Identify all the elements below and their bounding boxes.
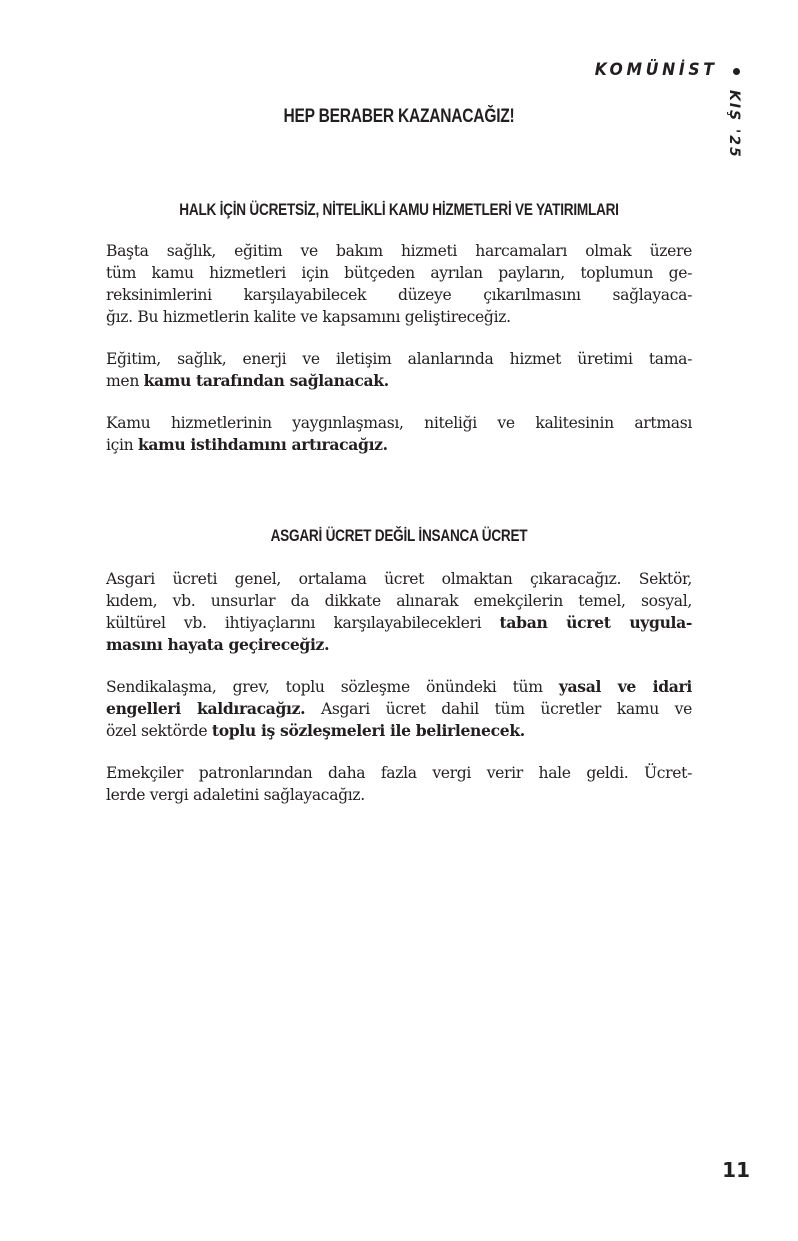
text: kıdem, vb. unsurlar da dikkate alınarak emekçilerin temel, sosyal, bbox=[106, 592, 692, 610]
paragraph-line bbox=[106, 634, 692, 656]
paragraph-line bbox=[106, 568, 692, 590]
text: reksinimlerini karşılayabilecek düzeye çıkarılmasını sağlayaca- bbox=[106, 286, 692, 304]
text: Emekçiler patronlarından daha fazla vergi verir hale geldi. Ücret- bbox=[106, 764, 692, 782]
paragraph-line bbox=[106, 590, 692, 612]
text: Kamu hizmetlerinin yaygınlaşması, niteliği ve kalitesinin artması bbox=[106, 414, 692, 432]
paragraph-line bbox=[106, 412, 692, 434]
publication-title: KOMÜNİST bbox=[595, 60, 718, 80]
bold-text: yasal ve idari bbox=[558, 677, 692, 696]
text: için bbox=[106, 436, 138, 454]
bold-text: toplu iş sözleşmeleri ile belirlenecek. bbox=[211, 721, 525, 740]
issue-label: KIŞ '25 bbox=[726, 90, 742, 159]
bold-text: masını hayata geçireceğiz. bbox=[106, 635, 330, 654]
section-heading-wages: ASGARİ ÜCRET DEĞİL İNSANCA ÜCRET bbox=[270, 526, 528, 545]
text: tüm kamu hizmetleri için bütçeden ayrılan payların, toplumun ge- bbox=[106, 264, 692, 282]
text: lerde vergi adaletini sağlayacağız. bbox=[106, 786, 365, 804]
text: kültürel vb. ihtiyaçlarını karşılayabilecekleri bbox=[106, 614, 500, 632]
bold-text: kamu istihdamını artıracağız. bbox=[137, 435, 388, 454]
text: Sendikalaşma, grev, toplu sözleşme önündeki tüm bbox=[106, 678, 559, 696]
masthead bbox=[595, 60, 740, 84]
paragraph bbox=[106, 568, 692, 656]
text: ğız. Bu hizmetlerin kalite ve kapsamını geliştireceğiz. bbox=[106, 308, 511, 326]
paragraph-line bbox=[106, 698, 692, 720]
page-title: HEP BERABER KAZANACAĞIZ! bbox=[283, 106, 515, 127]
paragraph-line bbox=[106, 348, 692, 370]
section-heading-public-services: HALK İÇİN ÜCRETSİZ, NİTELİKLİ KAMU HİZMETLERİ VE YATIRIMLARI bbox=[179, 200, 619, 219]
issue-label-container bbox=[722, 90, 742, 159]
paragraph-line bbox=[106, 720, 692, 742]
paragraph-line bbox=[106, 784, 692, 806]
bold-text: taban ücret uygula- bbox=[499, 613, 693, 632]
text: özel sektörde bbox=[106, 722, 212, 740]
paragraph-line bbox=[106, 240, 692, 262]
paragraph bbox=[106, 240, 692, 328]
text: Başta sağlık, eğitim ve bakım hizmeti harcamaları olmak üzere bbox=[106, 242, 692, 260]
paragraph-line bbox=[106, 676, 692, 698]
text: Eğitim, sağlık, enerji ve iletişim alanlarında hizmet üretimi tama- bbox=[106, 350, 692, 368]
paragraph-line bbox=[106, 284, 692, 306]
bold-text: engelleri kaldıracağız. bbox=[106, 699, 306, 718]
paragraph-line bbox=[106, 370, 692, 392]
text: Asgari ücret dahil tüm ücretler kamu ve bbox=[305, 700, 692, 718]
paragraph bbox=[106, 412, 692, 456]
bold-text: kamu tarafından sağlanacak. bbox=[143, 371, 389, 390]
paragraph bbox=[106, 348, 692, 392]
paragraph-line bbox=[106, 306, 692, 328]
paragraph-line bbox=[106, 612, 692, 634]
paragraph-line bbox=[106, 262, 692, 284]
bullet-dot-icon bbox=[733, 68, 740, 75]
paragraph-line bbox=[106, 434, 692, 456]
page-number: 11 bbox=[722, 1158, 750, 1182]
paragraph bbox=[106, 676, 692, 742]
text: Asgari ücreti genel, ortalama ücret olmaktan çıkaracağız. Sektör, bbox=[106, 570, 692, 588]
paragraph bbox=[106, 762, 692, 806]
text: men bbox=[106, 372, 144, 390]
paragraph-line bbox=[106, 762, 692, 784]
